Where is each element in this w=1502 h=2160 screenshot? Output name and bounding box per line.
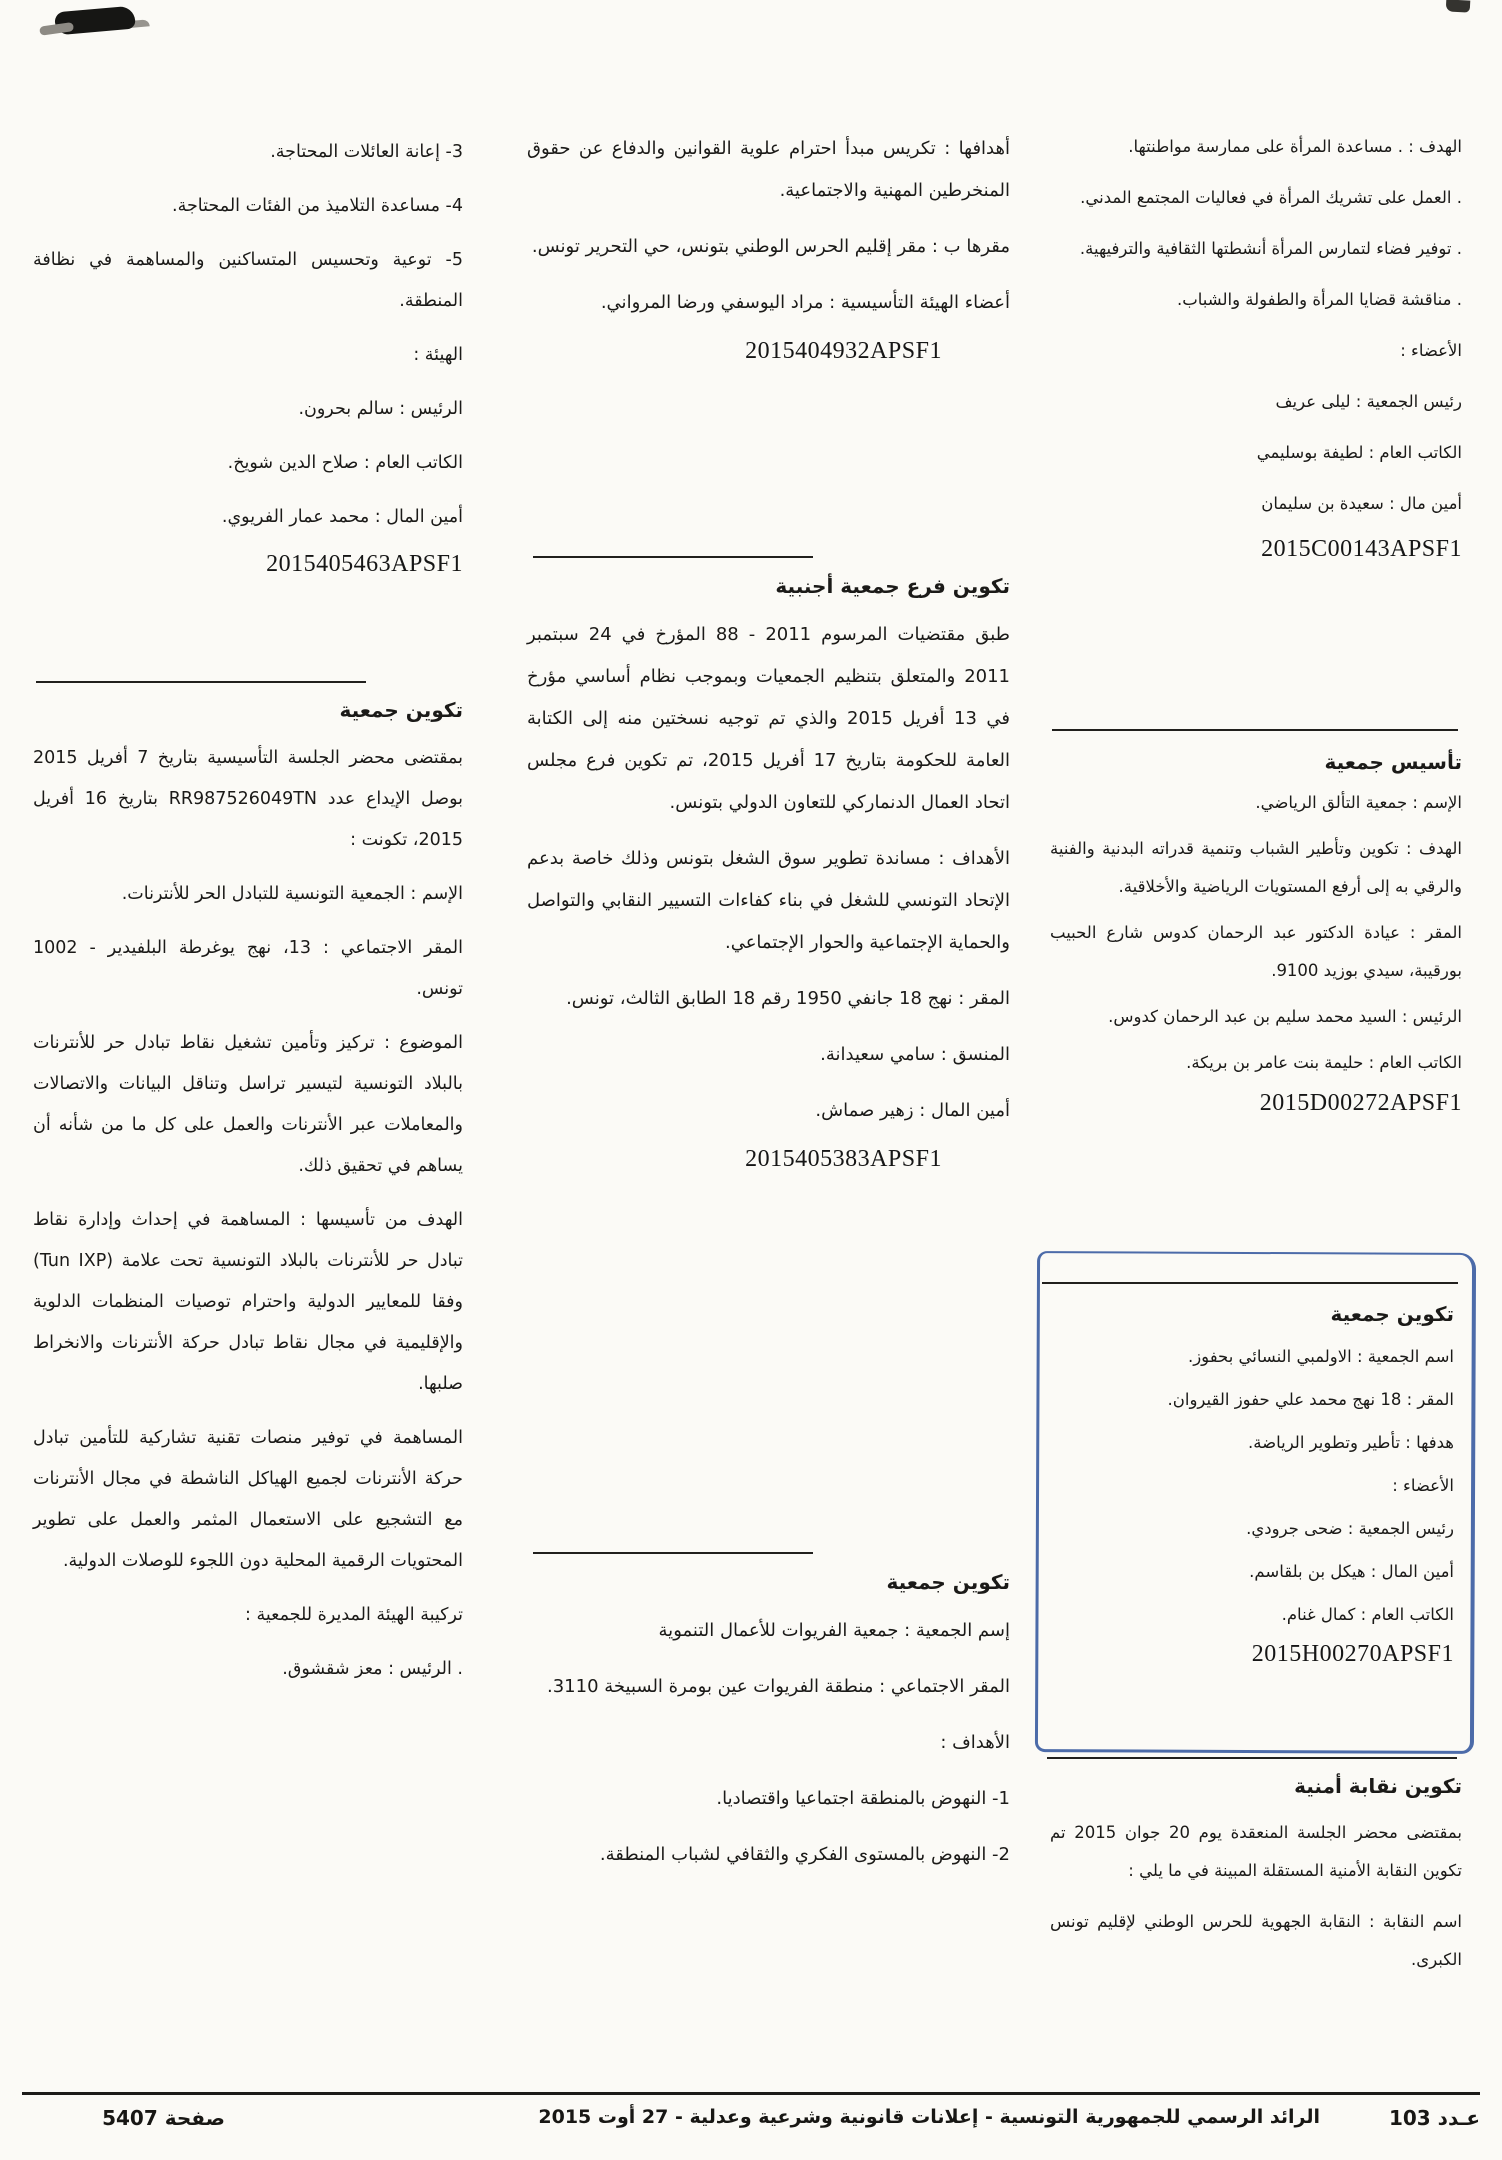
notice-paragraph: الإسم : الجمعية التونسية للتبادل الحر للأنترنات. <box>121 884 463 904</box>
notice-paragraph: أمين المال : هيكل بن بلقاسم. <box>1249 1562 1454 1581</box>
notice-section <box>527 1568 1010 1890</box>
footer-page-number: صفحة 5407 <box>102 2106 225 2130</box>
deposit-code: 2015405463APSF1 <box>266 551 463 577</box>
notice-paragraph: . العمل على تشريك المرأة في فعاليات المجتمع المدني. <box>1080 188 1462 207</box>
notice-paragraph: الأعضاء : <box>1392 1476 1454 1495</box>
notice-section <box>1050 748 1462 1117</box>
section-divider <box>1047 1757 1457 1759</box>
notice-heading: تأسيس جمعية <box>1324 750 1462 774</box>
notice-paragraph: هدفها : تأطير وتطوير الرياضة. <box>1247 1433 1454 1452</box>
notice-section <box>527 572 1010 1173</box>
notice-paragraph: رئيس الجمعية : ليلى عريف <box>1275 392 1462 411</box>
notice-paragraph: الموضوع : تركيز وتأمين تشغيل نقاط تبادل حر للأنترنات بالبلاد التونسية لتيسير تراسل وتناقل البيانات والاتصالات والمعاملات عبر الأنترنات والعمل على كل ما من شأنه أن يساهم في تحقيق ذلك. <box>33 1033 463 1176</box>
deposit-code: 2015D00272APSF1 <box>1259 1090 1462 1116</box>
notice-paragraph: الكاتب العام : صلاح الدين شويخ. <box>227 453 463 473</box>
notice-paragraph: المساهمة في توفير منصات تقنية تشاركية للتأمين تبادل حركة الأنترنات لجميع الهياكل الناشطة في مجال الأنترنات مع التشجيع على الاستعمال المثمر والعمل على تطوير المحتويات الرقمية المحلية دون اللجوء للوصلات الدولية. <box>33 1428 463 1571</box>
notice-paragraph: الكاتب العام : لطيفة بوسليمي <box>1256 443 1462 462</box>
notice-paragraph: الأهداف : <box>940 1732 1010 1753</box>
notice-paragraph: الرئيس : السيد محمد سليم بن عبد الرحمان كدوس. <box>1108 1007 1462 1026</box>
section-divider <box>1052 729 1458 731</box>
notice-heading: تكوين فرع جمعية أجنبية <box>775 574 1010 598</box>
corner-scan-mark <box>1446 0 1471 13</box>
notice-paragraph: رئيس الجمعية : ضحى جرودي. <box>1246 1519 1454 1538</box>
notice-paragraph: الهيئة : <box>413 345 463 365</box>
notice-paragraph: المقر الاجتماعي : منطقة الفريوات عين بومرة السبيخة 3110. <box>546 1676 1010 1697</box>
notice-heading: تكوين جمعية <box>886 1570 1010 1594</box>
notice-section <box>33 696 463 1703</box>
notice-heading: تكوين جمعية <box>1330 1302 1454 1326</box>
deposit-code: 2015C00143APSF1 <box>1261 536 1462 562</box>
footer-rule <box>22 2092 1480 2095</box>
notice-paragraph: 2- النهوض بالمستوى الفكري والثقافي لشباب المنطقة. <box>599 1844 1010 1865</box>
deposit-code: 2015405383APSF1 <box>745 1146 942 1172</box>
section-divider <box>1042 1282 1458 1284</box>
notice-paragraph: . الرئيس : معز شقشوق. <box>282 1659 463 1679</box>
notice-section <box>1050 1772 1462 1992</box>
notice-paragraph: اسم النقابة : النقابة الجهوية للحرس الوطني لإقليم تونس الكبرى. <box>1050 1912 1462 1969</box>
notice-paragraph: الإسم : جمعية التألق الرياضي. <box>1255 793 1462 812</box>
notice-paragraph: أمين المال : محمد عمار الفريوي. <box>221 507 463 527</box>
notice-paragraph: مقرها ب : مقر إقليم الحرس الوطني بتونس، حي التحرير تونس. <box>531 236 1010 257</box>
notice-paragraph: الهدف : . مساعدة المرأة على ممارسة مواطنتها. <box>1128 137 1462 156</box>
notice-paragraph: . توفير فضاء لتمارس المرأة أنشطتها الثقافية والترفيهية. <box>1079 239 1462 258</box>
notice-paragraph: أعضاء الهيئة التأسيسية : مراد اليوسفي ورضا المرواني. <box>600 292 1010 313</box>
deposit-code: 2015404932APSF1 <box>745 338 942 364</box>
notice-section <box>1058 1300 1454 1668</box>
section-divider <box>533 556 813 558</box>
notice-paragraph: أمين المال : زهير صماش. <box>815 1100 1010 1121</box>
notice-paragraph: الكاتب العام : حليمة بنت عامر بن بريكة. <box>1186 1053 1462 1072</box>
notice-paragraph: 5- توعية وتحسيس المتساكنين والمساهمة في نظافة المنطقة. <box>33 250 463 311</box>
notice-paragraph: الكاتب العام : كمال غنام. <box>1281 1605 1454 1624</box>
notice-paragraph: الهدف : تكوين وتأطير الشباب وتنمية قدراته البدنية والفنية والرقي به إلى أرفع المستويات الرياضية والأخلاقية. <box>1050 839 1462 896</box>
notice-paragraph: تركيبة الهيئة المديرة للجمعية : <box>245 1605 463 1625</box>
notice-paragraph: الرئيس : سالم بحرون. <box>298 399 463 419</box>
notice-paragraph: بمقتضى محضر الجلسة التأسيسية بتاريخ 7 أفريل 2015 بوصل الإيداع عدد RR987526049TN بتاريخ 16 أفريل 2015، تكونت : <box>33 748 463 850</box>
footer-journal-title: الرائد الرسمي للجمهورية التونسية - إعلانات قانونية وشرعية وعدلية - 27 أوت 2015 <box>538 2106 1320 2128</box>
notice-section <box>1050 128 1462 563</box>
notice-section <box>33 132 463 578</box>
footer-issue-number: عـدد 103 <box>1388 2106 1480 2130</box>
notice-paragraph: إسم الجمعية : جمعية الفريوات للأعمال التنموية <box>658 1620 1010 1641</box>
notice-paragraph: المنسق : سامي سعيدانة. <box>820 1044 1010 1065</box>
notice-section <box>527 128 1010 365</box>
notice-paragraph: . مناقشة قضايا المرأة والطفولة والشباب. <box>1176 290 1462 309</box>
notice-paragraph: المقر الاجتماعي : 13، نهج يوغرطة البلفيدير - 1002 تونس. <box>33 938 464 999</box>
notice-paragraph: بمقتضى محضر الجلسة المنعقدة يوم 20 جوان 2015 تم تكوين النقابة الأمنية المستقلة المبينة في ما يلي : <box>1050 1823 1462 1880</box>
notice-paragraph: الأعضاء : <box>1400 341 1462 360</box>
notice-paragraph: أمين مال : سعيدة بن سليمان <box>1261 494 1462 513</box>
notice-paragraph: المقر : نهج 18 جانفي 1950 رقم 18 الطابق الثالث، تونس. <box>566 988 1010 1009</box>
notice-paragraph: 3- إعانة العائلات المحتاجة. <box>270 142 463 162</box>
notice-heading: تكوين نقابة أمنية <box>1294 1774 1462 1798</box>
notice-paragraph: اسم الجمعية : الاولمبي النسائي بحفوز. <box>1187 1347 1454 1366</box>
notice-paragraph: طبق مقتضيات المرسوم 2011 - 88 المؤرخ في 24 سبتمبر 2011 والمتعلق بتنظيم الجمعيات وبموجب نظام أساسي مؤرخ في 13 أفريل 2015 والذي تم توجيه نسختين منه إلى الكتابة العامة للحكومة بتاريخ 17 أفريل 2015، تم تكوين فرع مجلس اتحاد العمال الدنماركي للتعاون الدولي بتونس. <box>527 624 1011 813</box>
notice-paragraph: الأهداف : مساندة تطوير سوق الشغل بتونس وذلك خاصة بدعم الإتحاد التونسي للشغل في بناء كفاءات التسيير النقابي والتواصل والحماية الإجتماعية والحوار الإجتماعي. <box>527 848 1010 953</box>
section-divider <box>36 681 366 683</box>
notice-paragraph: 1- النهوض بالمنطقة اجتماعيا واقتصاديا. <box>716 1788 1010 1809</box>
notice-heading: تكوين جمعية <box>339 698 463 722</box>
notice-paragraph: الهدف من تأسيسها : المساهمة في إحداث وإدارة نقاط تبادل حر للأنترنات بالبلاد التونسية تحت علامة (Tun IXP) وفقا للمعايير الدولية واحترام توصيات المنظمات الدلوية والإقليمية في مجال نقاط تبادل حركة الأنترنات والانخراط صلبها. <box>33 1210 463 1394</box>
notice-paragraph: المقر : عيادة الدكتور عبد الرحمان كدوس شارع الحبيب بورقيبة، سيدي بوزيد 9100. <box>1050 923 1462 980</box>
deposit-code: 2015H00270APSF1 <box>1251 1641 1454 1667</box>
notice-paragraph: المقر : 18 نهج محمد علي حفوز القيروان. <box>1167 1390 1454 1409</box>
scanner-ink-mark <box>54 6 136 36</box>
notice-paragraph: أهدافها : تكريس مبدأ احترام علوية القوانين والدفاع عن حقوق المنخرطين المهنية والاجتماعية. <box>527 138 1010 201</box>
section-divider <box>533 1552 813 1554</box>
notice-paragraph: 4- مساعدة التلاميذ من الفئات المحتاجة. <box>172 196 463 216</box>
